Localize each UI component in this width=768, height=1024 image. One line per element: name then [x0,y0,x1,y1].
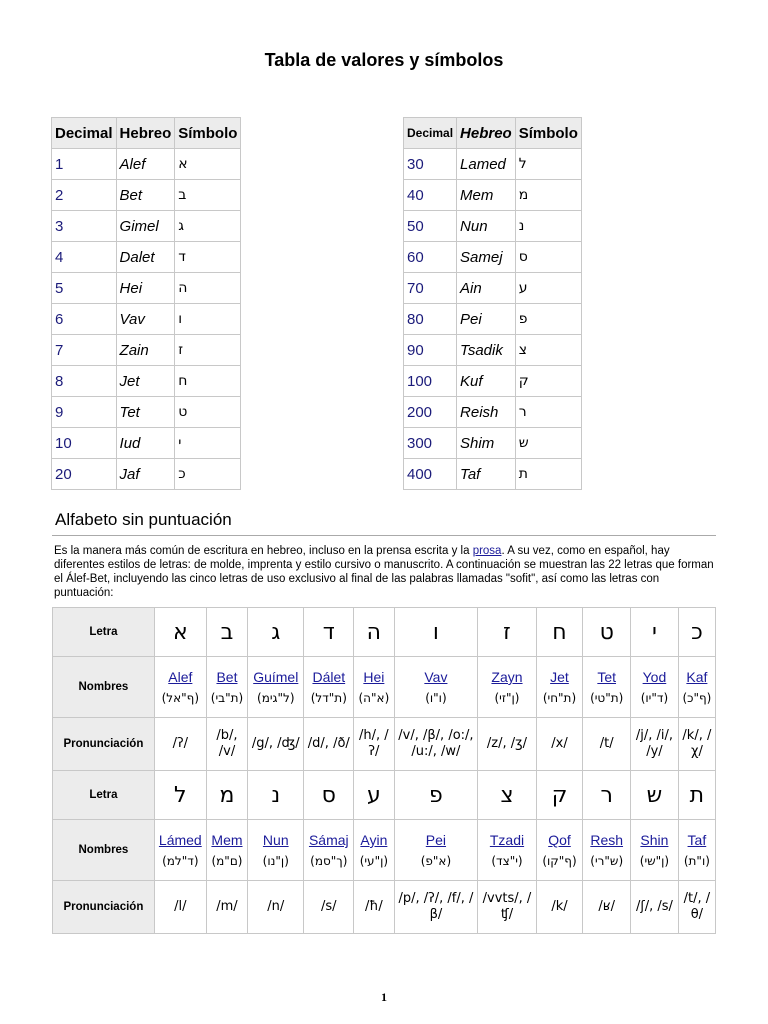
decimal-cell: 7 [52,335,117,366]
letter-name-cell: Jaf [116,459,175,490]
hebrew-letter-cell: ש [631,771,679,820]
letter-name-cell [536,657,583,718]
letter-name-cell [583,657,631,718]
values-table-right-body [404,149,582,490]
letter-name-cell: Tsadik [457,335,516,366]
letter-name-cell: Dalet [116,242,175,273]
value-row [52,397,241,428]
letter-name-cell [478,657,536,718]
letter-name-cell [304,657,354,718]
symbol-cell: כ [175,459,241,490]
letter-name-link[interactable]: Mem [211,832,243,848]
pronunciation-cell: /p/, /ʔ/, /f/, /β/ [394,881,478,934]
symbol-cell: ת [515,459,581,490]
letter-name-cell: Lamed [457,149,516,180]
letter-name-cell [631,820,679,881]
letter-name-link[interactable]: Alef [168,669,193,685]
letter-name-cell: Jet [116,366,175,397]
decimal-cell: 2 [52,180,117,211]
letter-name-cell [154,820,206,881]
value-row [52,304,241,335]
letter-spelling: (ן"נו) [262,854,289,868]
letter-spelling: (ת"חי) [542,691,577,705]
symbol-cell: ר [515,397,581,428]
letter-spelling: (ל"גימ) [257,691,295,705]
row-label-letter: Letra [53,608,155,657]
letter-name-cell: Ain [457,273,516,304]
value-row [404,149,582,180]
letter-name-cell [206,820,247,881]
pronunciation-cell: /j/, /i/, /y/ [631,718,679,771]
letter-name-cell [631,657,679,718]
letter-name-cell: Bet [116,180,175,211]
pronunciation-cell: /l/ [154,881,206,934]
letter-name-link[interactable]: Sámaj [308,832,349,848]
header-symbol: Símbolo [175,118,241,149]
letter-name-link[interactable]: Zayn [491,669,523,685]
prosa-link[interactable]: prosa [472,545,502,557]
symbol-cell: ט [175,397,241,428]
value-row [404,366,582,397]
letter-name-cell [354,657,394,718]
pronunciation-cell: /k/, /χ/ [678,718,715,771]
pronunciation-cell: /n/ [248,881,304,934]
decimal-cell: 200 [404,397,457,428]
decimal-cell: 100 [404,366,457,397]
decimal-cell: 60 [404,242,457,273]
letter-name-cell: Taf [457,459,516,490]
decimal-cell: 3 [52,211,117,242]
decimal-cell: 1 [52,149,117,180]
symbol-cell: ס [515,242,581,273]
values-table-left-body [52,149,241,490]
letter-spelling: (י"צד) [491,854,523,868]
hebrew-letter-cell: ב [206,608,247,657]
pronunciation-row [53,718,716,771]
letter-name-cell: Tet [116,397,175,428]
value-row [404,428,582,459]
intro-text-start: Es la manera más común de escritura en hebreo, incluso en la prensa escrita y la [54,545,473,557]
pronunciation-cell: /m/ [206,881,247,934]
decimal-cell: 8 [52,366,117,397]
letter-name-link[interactable]: Ayin [360,832,388,848]
decimal-cell: 10 [52,428,117,459]
letter-name-cell: Alef [116,149,175,180]
names-row [53,657,716,718]
letter-name-link[interactable]: Nun [262,832,289,848]
alphabet-table-body [53,608,716,934]
letter-spelling: (ת"טי) [590,691,624,705]
letter-spelling: (ד"יו) [640,691,669,705]
letter-spelling: (ם"מ) [211,854,243,868]
row-label-letter: Letra [53,771,155,820]
letter-name-cell [678,657,715,718]
letter-name-link[interactable]: Lámed [158,832,202,848]
pronunciation-cell: /ʔ/ [154,718,206,771]
letter-name-cell [248,657,304,718]
symbol-cell: ל [515,149,581,180]
pronunciation-cell: /ħ/ [354,881,394,934]
letter-spelling: (ו"ת) [683,854,710,868]
letter-name-link[interactable]: Guímel [253,669,299,685]
decimal-cell: 300 [404,428,457,459]
letter-name-link[interactable]: Jet [550,669,569,685]
letter-name-cell [478,820,536,881]
hebrew-letter-cell: נ [248,771,304,820]
hebrew-letter-cell: ח [536,608,583,657]
hebrew-letter-cell: ו [394,608,478,657]
hebrew-letter-cell: צ [478,771,536,820]
page-number: 1 [381,990,387,1004]
letter-name-cell: Vav [116,304,175,335]
decimal-cell: 6 [52,304,117,335]
value-row [52,211,241,242]
letter-spelling: (ת"בי) [210,691,244,705]
pronunciation-cell: /d/, /ð/ [304,718,354,771]
names-row [53,820,716,881]
letter-name-link[interactable]: Kaf [686,669,708,685]
symbol-cell: י [175,428,241,459]
letter-name-cell [354,820,394,881]
pronunciation-cell: /k/ [536,881,583,934]
letter-name-cell [394,820,478,881]
letter-row [53,608,716,657]
symbol-cell: מ [515,180,581,211]
symbol-cell: צ [515,335,581,366]
value-row [404,211,582,242]
pronunciation-cell: /t/ [583,718,631,771]
hebrew-letter-cell: ע [354,771,394,820]
letter-name-cell: Nun [457,211,516,242]
table-header-row [404,118,582,149]
value-row [52,335,241,366]
hebrew-letter-cell: ת [678,771,715,820]
decimal-cell: 80 [404,304,457,335]
decimal-cell: 5 [52,273,117,304]
letter-spelling: (ש"רי) [590,854,624,868]
letter-name-cell: Mem [457,180,516,211]
decimal-cell: 90 [404,335,457,366]
symbol-cell: נ [515,211,581,242]
value-row [404,335,582,366]
value-row [52,428,241,459]
row-label-names: Nombres [53,820,155,881]
letter-name-link[interactable]: Hei [363,669,385,685]
pronunciation-cell: /t/, /θ/ [678,881,715,934]
letter-spelling: (ד"למ) [162,854,199,868]
letter-name-cell [304,820,354,881]
symbol-cell: א [175,149,241,180]
header-hebrew: Hebreo [116,118,175,149]
value-row [52,180,241,211]
letter-spelling: (ת"דל) [310,691,347,705]
letter-name-cell [206,657,247,718]
value-row [404,304,582,335]
pronunciation-cell: /g/, /ʤ/ [248,718,304,771]
pronunciation-cell: /v/, /β/, /o:/, /u:/, /w/ [394,718,478,771]
hebrew-letter-cell: ק [536,771,583,820]
values-table-left [51,117,241,490]
pronunciation-cell: /ʁ/ [583,881,631,934]
section-heading: Alfabeto sin puntuación [55,510,232,529]
letter-name-cell [154,657,206,718]
symbol-cell: ב [175,180,241,211]
row-label-pronunciation: Pronunciación [53,718,155,771]
symbol-cell: ז [175,335,241,366]
hebrew-letter-cell: ד [304,608,354,657]
table-header-row [52,118,241,149]
symbol-cell: ג [175,211,241,242]
header-decimal: Decimal [52,118,117,149]
letter-name-link[interactable]: Vav [424,669,448,685]
hebrew-letter-cell: ז [478,608,536,657]
decimal-cell: 30 [404,149,457,180]
letter-name-link[interactable]: Tzadi [489,832,525,848]
symbol-cell: ו [175,304,241,335]
pronunciation-cell: /ʃ/, /s/ [631,881,679,934]
decimal-cell: 400 [404,459,457,490]
letter-spelling: (ן"עי) [359,854,389,868]
page-title: Tabla de valores y símbolos [264,50,504,70]
values-table-right [403,117,582,490]
letter-spelling: (א"ה) [358,691,390,705]
letter-name-link[interactable]: Bet [216,669,238,685]
pronunciation-cell: /h/, /ʔ/ [354,718,394,771]
letter-name-link[interactable]: Shin [640,832,669,848]
symbol-cell: ע [515,273,581,304]
letter-spelling: (ף"כ) [682,691,712,705]
hebrew-letter-cell: ג [248,608,304,657]
pronunciation-cell: /vvts/, /ʧ/ [478,881,536,934]
letter-name-link[interactable]: Qof [548,832,571,848]
letter-name-cell: Kuf [457,366,516,397]
symbol-cell: ח [175,366,241,397]
hebrew-letter-cell: פ [394,771,478,820]
letter-spelling: (ן"זי) [494,691,520,705]
letter-name-link[interactable]: Taf [687,832,707,848]
pronunciation-cell: /x/ [536,718,583,771]
hebrew-letter-cell: מ [206,771,247,820]
letter-name-cell: Hei [116,273,175,304]
header-symbol: Símbolo [515,118,581,149]
symbol-cell: פ [515,304,581,335]
letter-name-cell [536,820,583,881]
letter-name-cell [583,820,631,881]
value-row [404,397,582,428]
letter-name-link[interactable]: Tet [597,669,617,685]
symbol-cell: ד [175,242,241,273]
decimal-cell: 50 [404,211,457,242]
decimal-cell: 70 [404,273,457,304]
hebrew-letter-cell: ה [354,608,394,657]
symbol-cell: ה [175,273,241,304]
header-hebrew: Hebreo [457,118,516,149]
row-label-names: Nombres [53,657,155,718]
value-row [52,273,241,304]
intro-text-end: . A su vez, como en español, hay diferentes estilos de letras: de molde, imprenta y estilo cursivo o manuscrito. A continuación se muestran las 22 letras que forman el Álef-Bet, incluyendo las cinco letras de uso exclusivo al final de las palabras llamadas "sofit", así como las letras con puntuación: [54,545,714,599]
decimal-cell: 9 [52,397,117,428]
letter-name-cell: Pei [457,304,516,335]
value-row [52,242,241,273]
decimal-cell: 20 [52,459,117,490]
letter-name-link[interactable]: Resh [590,832,624,848]
symbol-cell: ק [515,366,581,397]
letter-name-link[interactable]: Pei [425,832,447,848]
hebrew-letter-cell: ס [304,771,354,820]
letter-spelling: (א"פ) [420,854,452,868]
symbol-cell: ש [515,428,581,459]
row-label-pronunciation: Pronunciación [53,881,155,934]
letter-name-cell: Zain [116,335,175,366]
hebrew-letter-cell: ל [154,771,206,820]
letter-name-cell: Iud [116,428,175,459]
letter-name-cell: Shim [457,428,516,459]
hebrew-letter-cell: ר [583,771,631,820]
letter-spelling: (ן"שי) [639,854,670,868]
hebrew-letter-cell: י [631,608,679,657]
hebrew-letter-cell: כ [678,608,715,657]
letter-name-cell [678,820,715,881]
pronunciation-cell: /b/, /v/ [206,718,247,771]
alphabet-table [52,607,716,934]
pronunciation-cell: /s/ [304,881,354,934]
value-row [404,459,582,490]
letter-row [53,771,716,820]
section-divider [52,535,716,536]
value-row [52,459,241,490]
hebrew-letter-cell: א [154,608,206,657]
decimal-cell: 4 [52,242,117,273]
value-row [52,149,241,180]
letter-spelling: (ף"אל) [161,691,200,705]
value-row [404,242,582,273]
letter-spelling: (ך"סמ) [310,854,348,868]
header-decimal: Decimal [404,118,457,149]
letter-name-cell: Samej [457,242,516,273]
letter-name-link[interactable]: Yod [642,669,667,685]
letter-name-cell [394,657,478,718]
letter-name-link[interactable]: Dálet [312,669,346,685]
decimal-cell: 40 [404,180,457,211]
letter-name-cell [248,820,304,881]
intro-paragraph [54,544,714,600]
value-row [404,180,582,211]
letter-name-cell: Reish [457,397,516,428]
value-row [52,366,241,397]
letter-spelling: (ו"ו) [425,691,447,705]
letter-name-cell: Gimel [116,211,175,242]
letter-spelling: (ף"קו) [542,854,577,868]
pronunciation-row [53,881,716,934]
pronunciation-cell: /z/, /ʒ/ [478,718,536,771]
value-row [404,273,582,304]
hebrew-letter-cell: ט [583,608,631,657]
